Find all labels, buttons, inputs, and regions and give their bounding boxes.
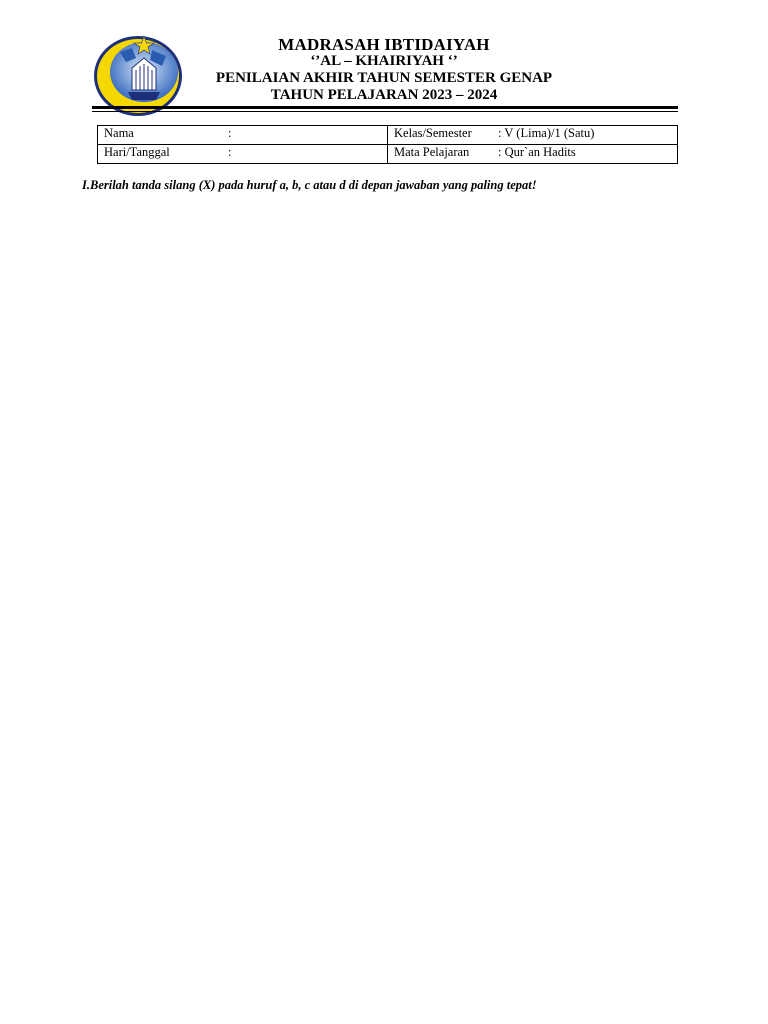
header-rule-thin xyxy=(92,111,678,112)
hari-label: Hari/Tanggal xyxy=(104,145,170,159)
hari-colon: : xyxy=(228,145,232,159)
kelas-value: : V (Lima)/1 (Satu) xyxy=(498,126,595,140)
mapel-label: Mata Pelajaran xyxy=(394,145,470,159)
student-info-table xyxy=(97,125,678,164)
academic-year-title: TAHUN PELAJARAN 2023 – 2024 xyxy=(270,87,498,103)
kelas-label: Kelas/Semester xyxy=(394,126,472,140)
nama-cell[interactable] xyxy=(98,126,388,145)
exam-title: PENILAIAN AKHIR TAHUN SEMESTER GENAP xyxy=(215,70,553,86)
mapel-value: : Qur`an Hadits xyxy=(498,145,576,159)
document-header xyxy=(180,36,588,104)
table-row xyxy=(98,145,678,164)
hari-cell[interactable] xyxy=(98,145,388,164)
nama-label: Nama xyxy=(104,126,134,140)
nama-colon: : xyxy=(228,126,232,140)
mapel-cell xyxy=(388,145,678,164)
school-name-title: ‘’AL – KHAIRIYAH ‘’ xyxy=(310,53,458,69)
instruction-text: I.Berilah tanda silang (X) pada huruf a, b, c atau d di depan jawaban yang paling tepat! xyxy=(82,178,537,192)
school-type-title: MADRASAH IBTIDAIYAH xyxy=(278,35,490,54)
kelas-cell xyxy=(388,126,678,145)
header-rule-thick xyxy=(92,106,678,109)
table-row xyxy=(98,126,678,145)
